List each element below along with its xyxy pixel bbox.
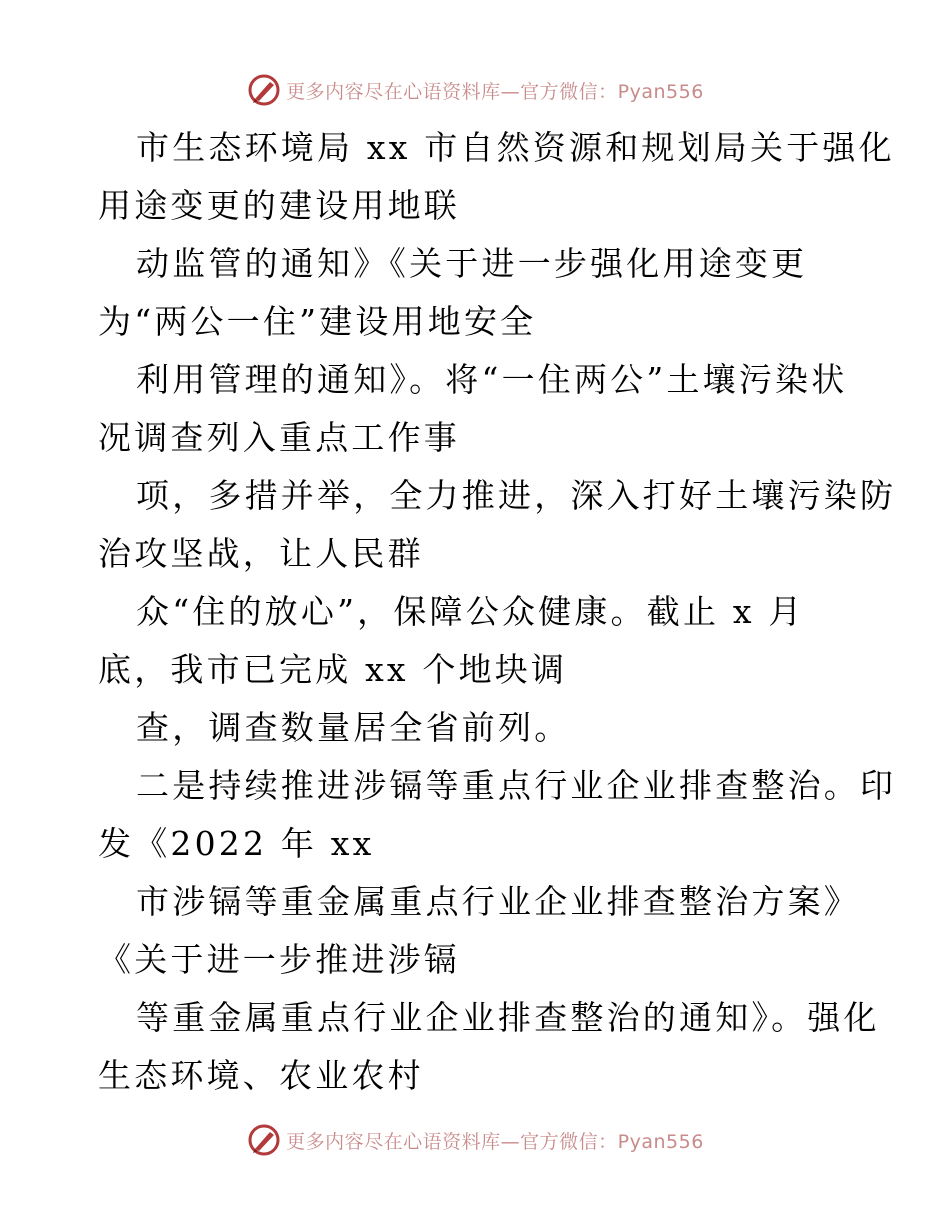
text-line: 市涉镉等重金属重点行业企业排查整治方案》 — [136, 882, 860, 921]
text-line: 况调查列入重点工作事 — [98, 418, 460, 457]
text-line: 二是持续推进涉镉等重点行业企业排查整治。印 — [136, 766, 897, 805]
text-line: 发《2022 年 xx — [98, 824, 375, 863]
header-banner — [0, 70, 950, 110]
text-line: 项，多措并举，全力推进，深入打好土壤污染防 — [136, 476, 897, 515]
header-banner-text: 更多内容尽在心语资料库—官方微信：Pyan556 — [286, 80, 704, 103]
text-line: 治攻坚战，让人民群 — [98, 534, 424, 573]
text-line: 查，调查数量居全省前列。 — [136, 708, 571, 747]
text-line: 生态环境、农业农村 — [98, 1056, 424, 1095]
footer-banner — [0, 1120, 950, 1160]
pen-logo-icon — [246, 1122, 282, 1158]
text-line: 众“住的放心”，保障公众健康。截止 x 月 — [136, 592, 805, 631]
text-line: 市生态环境局 xx 市自然资源和规划局关于强化 — [136, 128, 895, 167]
text-line: 等重金属重点行业企业排查整治的通知》。强化 — [136, 998, 880, 1037]
document-body — [0, 119, 950, 1105]
text-line: 动监管的通知》《关于进一步强化用途变更 — [136, 244, 808, 283]
pen-logo-icon — [246, 72, 282, 108]
text-line: 底，我市已完成 xx 个地块调 — [98, 650, 568, 689]
text-line: 用途变更的建设用地联 — [98, 186, 460, 225]
text-line: 《关于进一步推进涉镉 — [98, 940, 460, 979]
footer-banner-text: 更多内容尽在心语资料库—官方微信：Pyan556 — [286, 1130, 704, 1153]
text-line: 为“两公一住”建设用地安全 — [98, 302, 537, 341]
text-line: 利用管理的通知》。将“一住两公”土壤污染状 — [136, 360, 848, 399]
